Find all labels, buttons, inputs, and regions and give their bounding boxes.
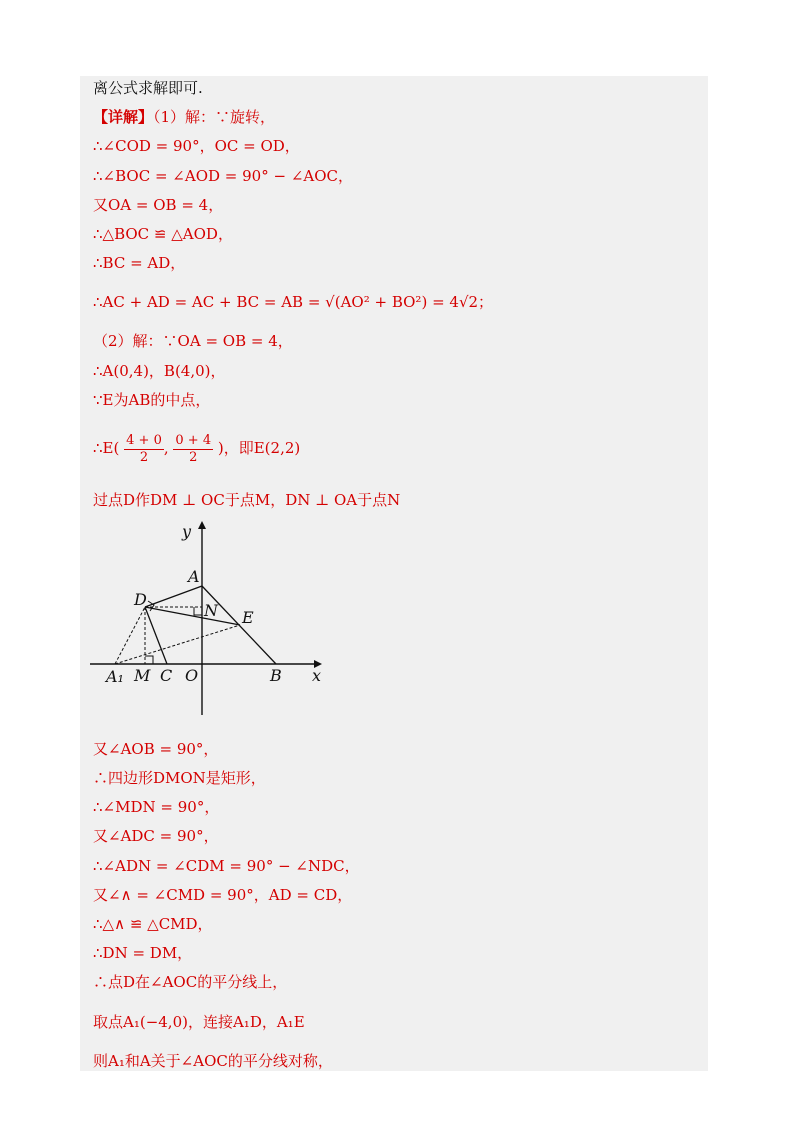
text-line: ∴△∧ ≌ △CMD， (93, 915, 213, 933)
label-a1: A₁ (106, 667, 124, 686)
label-x: x (312, 666, 322, 685)
text-line: ∴点D在∠AOC的平分线上， (93, 973, 288, 991)
label-n: N (204, 601, 218, 620)
text-line: 过点D作DM ⊥ OC于点M，DN ⊥ OA于点N (93, 491, 401, 509)
text-line: 取点A₁(−4,0)，连接A₁D，A₁E (93, 1013, 305, 1031)
label-o: O (185, 666, 199, 685)
text-line: ∴△BOC ≌ △AOD， (93, 225, 233, 243)
text-line: ∴∠ADN = ∠CDM = 90° − ∠NDC， (93, 857, 360, 875)
fraction: $\frac{0 + 4}{2}$ (175, 432, 212, 465)
text-line: ∴∠COD = 90°，OC = OD， (93, 137, 300, 155)
text-line: （2）解：∵OA = OB = 4， (93, 332, 293, 350)
geometry-figure (90, 515, 330, 720)
fraction: $\frac{4 + 0}{2}$ (126, 432, 162, 465)
label-a: A (188, 567, 200, 586)
text-line: ∵E为AB的中点， (93, 391, 211, 409)
text-line: ∴E( $\frac{4 + 0}{2}$ , $\frac{0 + 4}{2}$ )，即E(2,2) (93, 432, 301, 465)
text-line: ∴DN = DM， (93, 944, 193, 962)
text-line: 则A₁和A关于∠AOC的平分线对称， (93, 1052, 333, 1070)
text-line: ∴∠BOC = ∠AOD = 90° − ∠AOC， (93, 167, 353, 185)
text-line: 又OA = OB = 4， (93, 196, 224, 214)
label-d: D (134, 590, 147, 609)
text-line: ∴四边形DMON是矩形， (93, 769, 266, 787)
text-line: ∴AC + AD = AC + BC = AB = √(AO² + BO²) = 4√2； (93, 293, 494, 311)
text-line: 又∠ADC = 90°， (93, 827, 219, 845)
text-line: ∴∠MDN = 90°， (93, 798, 220, 816)
label-c: C (160, 666, 173, 685)
label-m: M (134, 666, 151, 685)
text-line: ∴BC = AD， (93, 254, 186, 272)
text-line: 又∠∧ = ∠CMD = 90°，AD = CD， (93, 886, 353, 904)
label-b: B (270, 666, 282, 685)
text-line: ∴A(0,4)，B(4,0)， (93, 362, 226, 380)
label-y: y (182, 522, 192, 541)
label-e: E (242, 608, 254, 627)
text-line: 离公式求解即可. (93, 79, 203, 97)
text-line: 【详解】（1）解：∵旋转， (93, 108, 276, 126)
text-line: 又∠AOB = 90°， (93, 740, 219, 758)
